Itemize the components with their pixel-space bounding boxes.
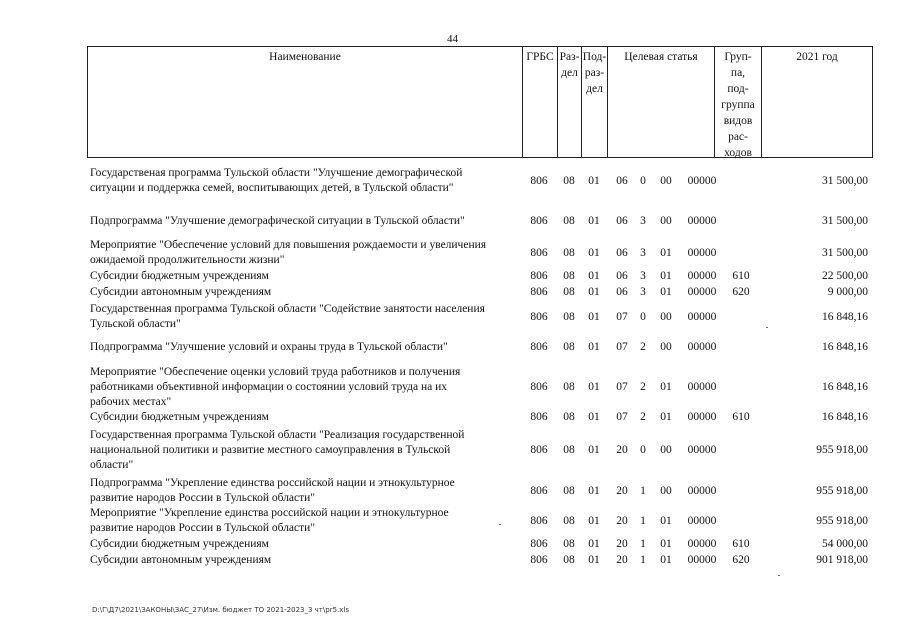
- cell-t4: 00000: [687, 538, 717, 550]
- cell-amount: 31 500,00: [822, 215, 868, 227]
- header-grbs: ГРБС: [523, 47, 558, 157]
- cell-pr: 01: [588, 311, 600, 323]
- cell-vr: 620: [732, 286, 750, 298]
- cell-t4: 00000: [687, 270, 717, 282]
- cell-t4: 00000: [687, 381, 717, 393]
- cell-amount: 955 918,00: [816, 515, 868, 527]
- row-name: [90, 302, 520, 332]
- cell-t4: 00000: [687, 311, 717, 323]
- cell-amount: 955 918,00: [816, 444, 868, 456]
- cell-t4: 00000: [687, 485, 717, 497]
- header-target: Целевая статья: [608, 47, 715, 157]
- row-name: [90, 410, 520, 425]
- cell-pr: 01: [588, 538, 600, 550]
- cell-t4: 00000: [687, 554, 717, 566]
- cell-grbs: 806: [530, 411, 548, 423]
- cell-t2: 3: [640, 215, 646, 227]
- cell-pr: 01: [588, 247, 600, 259]
- cell-rz: 08: [563, 515, 575, 527]
- table-row: [87, 476, 873, 506]
- cell-t2: 1: [640, 485, 646, 497]
- cell-pr: 01: [588, 270, 600, 282]
- cell-amount: 955 918,00: [816, 485, 868, 497]
- header-razdel-line: дел: [561, 67, 578, 79]
- cell-amount: 31 500,00: [822, 247, 868, 259]
- row-name: [90, 476, 520, 506]
- cell-pr: 01: [588, 444, 600, 456]
- cell-amount: 9 000,00: [827, 286, 868, 298]
- cell-amount: 54 000,00: [822, 538, 868, 550]
- cell-pr: 01: [588, 485, 600, 497]
- cell-t3: 01: [660, 247, 672, 259]
- row-name: [90, 238, 520, 268]
- cell-grbs: 806: [530, 554, 548, 566]
- header-group-line: ходов: [724, 147, 752, 159]
- header-group-line: рас-: [728, 131, 748, 143]
- cell-rz: 08: [563, 247, 575, 259]
- cell-pr: 01: [588, 175, 600, 187]
- cell-grbs: 806: [530, 270, 548, 282]
- cell-rz: 08: [563, 444, 575, 456]
- cell-t2: 3: [640, 286, 646, 298]
- row-name: [90, 285, 520, 300]
- row-name-line: Субсидии автономным учреждениям: [90, 286, 272, 298]
- cell-t1: 06: [616, 286, 628, 298]
- cell-t2: 2: [640, 381, 646, 393]
- cell-rz: 08: [563, 175, 575, 187]
- cell-pr: 01: [588, 341, 600, 353]
- cell-t1: 20: [616, 444, 628, 456]
- cell-t4: 00000: [687, 411, 717, 423]
- cell-rz: 08: [563, 311, 575, 323]
- page-number: 44: [447, 33, 458, 45]
- row-name: [90, 506, 520, 536]
- cell-pr: 01: [588, 381, 600, 393]
- cell-grbs: 806: [530, 215, 548, 227]
- cell-t3: 00: [660, 341, 672, 353]
- cell-vr: 610: [732, 270, 750, 282]
- row-name: [90, 428, 520, 473]
- header-group: [715, 47, 762, 157]
- row-name-line: Субсидии бюджетным учреждениям: [90, 538, 269, 550]
- cell-t2: 1: [640, 538, 646, 550]
- cell-t1: 06: [616, 247, 628, 259]
- cell-rz: 08: [563, 270, 575, 282]
- cell-t4: 00000: [687, 247, 717, 259]
- cell-pr: 01: [588, 515, 600, 527]
- cell-t4: 00000: [687, 341, 717, 353]
- table-row: [87, 302, 873, 332]
- cell-t3: 00: [660, 485, 672, 497]
- header-group-line: видов: [723, 115, 753, 127]
- cell-grbs: 806: [530, 175, 548, 187]
- table-row: [87, 428, 873, 473]
- cell-t3: 00: [660, 311, 672, 323]
- table-row: [87, 365, 873, 410]
- cell-amount: 16 848,16: [822, 341, 868, 353]
- row-name-line: работниками объективной информации о состоянии условий труда на их: [90, 381, 448, 393]
- cell-t3: 01: [660, 381, 672, 393]
- cell-t2: 0: [640, 311, 646, 323]
- header-year: 2021 год: [796, 51, 838, 63]
- cell-t2: 3: [640, 247, 646, 259]
- row-name-line: Субсидии бюджетным учреждениям: [90, 270, 269, 282]
- header-group-line: под-: [727, 83, 749, 95]
- row-name-line: рабочих местах": [90, 396, 172, 408]
- row-name-line: развитие народов России в Тульской области": [90, 522, 316, 534]
- table-row: [87, 553, 873, 568]
- cell-rz: 08: [563, 215, 575, 227]
- cell-t2: 1: [640, 515, 646, 527]
- row-name: [90, 365, 520, 410]
- table-row: [87, 285, 873, 300]
- cell-grbs: 806: [530, 538, 548, 550]
- cell-t1: 07: [616, 381, 628, 393]
- cell-t3: 01: [660, 554, 672, 566]
- cell-amount: 901 918,00: [816, 554, 868, 566]
- row-name-line: Государственная программа Тульской области "Реализация государственной: [90, 429, 465, 441]
- cell-vr: 610: [732, 538, 750, 550]
- table-header: [87, 46, 873, 158]
- table-row: [87, 214, 873, 229]
- row-name-line: ожидаемой продолжительности жизни": [90, 254, 285, 266]
- table-row: [87, 410, 873, 425]
- cell-rz: 08: [563, 286, 575, 298]
- header-podrazdel-line: дел: [586, 83, 603, 95]
- cell-t1: 06: [616, 270, 628, 282]
- header-razdel: [558, 47, 582, 157]
- header-podrazdel: [582, 47, 608, 157]
- cell-t1: 07: [616, 341, 628, 353]
- cell-t1: 20: [616, 515, 628, 527]
- header-razdel-line: Раз-: [559, 51, 580, 63]
- cell-pr: 01: [588, 215, 600, 227]
- cell-grbs: 806: [530, 485, 548, 497]
- table-row: [87, 340, 873, 355]
- cell-t3: 00: [660, 175, 672, 187]
- cell-t2: 1: [640, 554, 646, 566]
- cell-t1: 20: [616, 485, 628, 497]
- cell-grbs: 806: [530, 341, 548, 353]
- table-row: [87, 269, 873, 284]
- row-name: [90, 214, 520, 229]
- cell-pr: 01: [588, 411, 600, 423]
- cell-rz: 08: [563, 381, 575, 393]
- cell-t1: 07: [616, 311, 628, 323]
- header-name: Наименование: [88, 47, 523, 157]
- cell-t4: 00000: [687, 215, 717, 227]
- row-name-line: Мероприятие "Обеспечение условий для повышения рождаемости и увеличения: [90, 239, 487, 251]
- cell-amount: 22 500,00: [822, 270, 868, 282]
- file-path-footer: D:\Г\Д7\2021\ЗАКОНЫ\ЗАС_27\Изм. бюджет ТО 2021-2023_3 чт\pr5.xls: [92, 606, 349, 614]
- cell-vr: 620: [732, 554, 750, 566]
- row-name-line: Субсидии бюджетным учреждениям: [90, 411, 269, 423]
- header-group-line: па,: [730, 67, 746, 79]
- cell-t1: 06: [616, 175, 628, 187]
- cell-t1: 20: [616, 554, 628, 566]
- cell-t4: 00000: [687, 175, 717, 187]
- scan-speck: [778, 575, 780, 576]
- cell-t1: 06: [616, 215, 628, 227]
- cell-rz: 08: [563, 341, 575, 353]
- row-name-line: Подпрограмма "Укрепление единства российской нации и этнокультурное: [90, 477, 455, 489]
- row-name-line: национальной политики и развитие местного самоуправления в Тульской: [90, 444, 451, 456]
- cell-vr: 610: [732, 411, 750, 423]
- cell-grbs: 806: [530, 515, 548, 527]
- row-name-line: ситуации и поддержка семей, воспитывающих детей, в Тульской области": [90, 182, 454, 194]
- cell-t3: 01: [660, 286, 672, 298]
- row-name-line: Субсидии автономным учреждениям: [90, 554, 272, 566]
- scan-speck: [499, 524, 501, 525]
- cell-t4: 00000: [687, 444, 717, 456]
- table-row: [87, 506, 873, 536]
- cell-grbs: 806: [530, 286, 548, 298]
- cell-grbs: 806: [530, 311, 548, 323]
- row-name: [90, 553, 520, 568]
- table-row: [87, 166, 873, 196]
- cell-pr: 01: [588, 554, 600, 566]
- cell-amount: 16 848,16: [822, 381, 868, 393]
- cell-t4: 00000: [687, 286, 717, 298]
- cell-t3: 01: [660, 515, 672, 527]
- cell-rz: 08: [563, 554, 575, 566]
- row-name-line: Подпрограмма "Улучшение демографической ситуации в Тульской области": [90, 215, 465, 227]
- row-name-line: Государственая программа Тульской области "Улучшение демографической: [90, 167, 463, 179]
- cell-t3: 01: [660, 270, 672, 282]
- row-name-line: развитие народов России в Тульской области": [90, 492, 316, 504]
- cell-t4: 00000: [687, 515, 717, 527]
- row-name: [90, 340, 520, 355]
- row-name: [90, 269, 520, 284]
- row-name-line: Тульской области": [90, 318, 181, 330]
- row-name-line: Мероприятие "Обеспечение оценки условий труда работников и получения: [90, 366, 461, 378]
- cell-rz: 08: [563, 411, 575, 423]
- row-name-line: Подпрограмма "Улучшение условий и охраны труда в Тульской области": [90, 341, 448, 353]
- cell-amount: 31 500,00: [822, 175, 868, 187]
- scan-speck: [766, 327, 768, 328]
- cell-t2: 2: [640, 411, 646, 423]
- cell-t3: 01: [660, 538, 672, 550]
- cell-t2: 0: [640, 175, 646, 187]
- cell-pr: 01: [588, 286, 600, 298]
- cell-rz: 08: [563, 485, 575, 497]
- cell-t3: 00: [660, 444, 672, 456]
- cell-amount: 16 848,16: [822, 411, 868, 423]
- header-group-line: Груп-: [724, 51, 752, 63]
- row-name: [90, 537, 520, 552]
- cell-grbs: 806: [530, 444, 548, 456]
- header-podrazdel-line: Под-: [582, 51, 607, 63]
- header-podrazdel-line: раз-: [584, 67, 605, 79]
- row-name-line: области": [90, 459, 134, 471]
- row-name: [90, 166, 520, 196]
- table-row: [87, 238, 873, 268]
- cell-t1: 07: [616, 411, 628, 423]
- header-group-line: группа: [721, 99, 755, 111]
- cell-t1: 20: [616, 538, 628, 550]
- cell-rz: 08: [563, 538, 575, 550]
- cell-t2: 0: [640, 444, 646, 456]
- row-name-line: Государственная программа Тульской области "Содействие занятости населения: [90, 303, 485, 315]
- cell-grbs: 806: [530, 381, 548, 393]
- cell-t2: 2: [640, 341, 646, 353]
- cell-amount: 16 848,16: [822, 311, 868, 323]
- table-row: [87, 537, 873, 552]
- row-name-line: Мероприятие "Укрепление единства российской нации и этнокультурное: [90, 507, 449, 519]
- cell-t3: 01: [660, 411, 672, 423]
- cell-t2: 3: [640, 270, 646, 282]
- cell-grbs: 806: [530, 247, 548, 259]
- cell-t3: 00: [660, 215, 672, 227]
